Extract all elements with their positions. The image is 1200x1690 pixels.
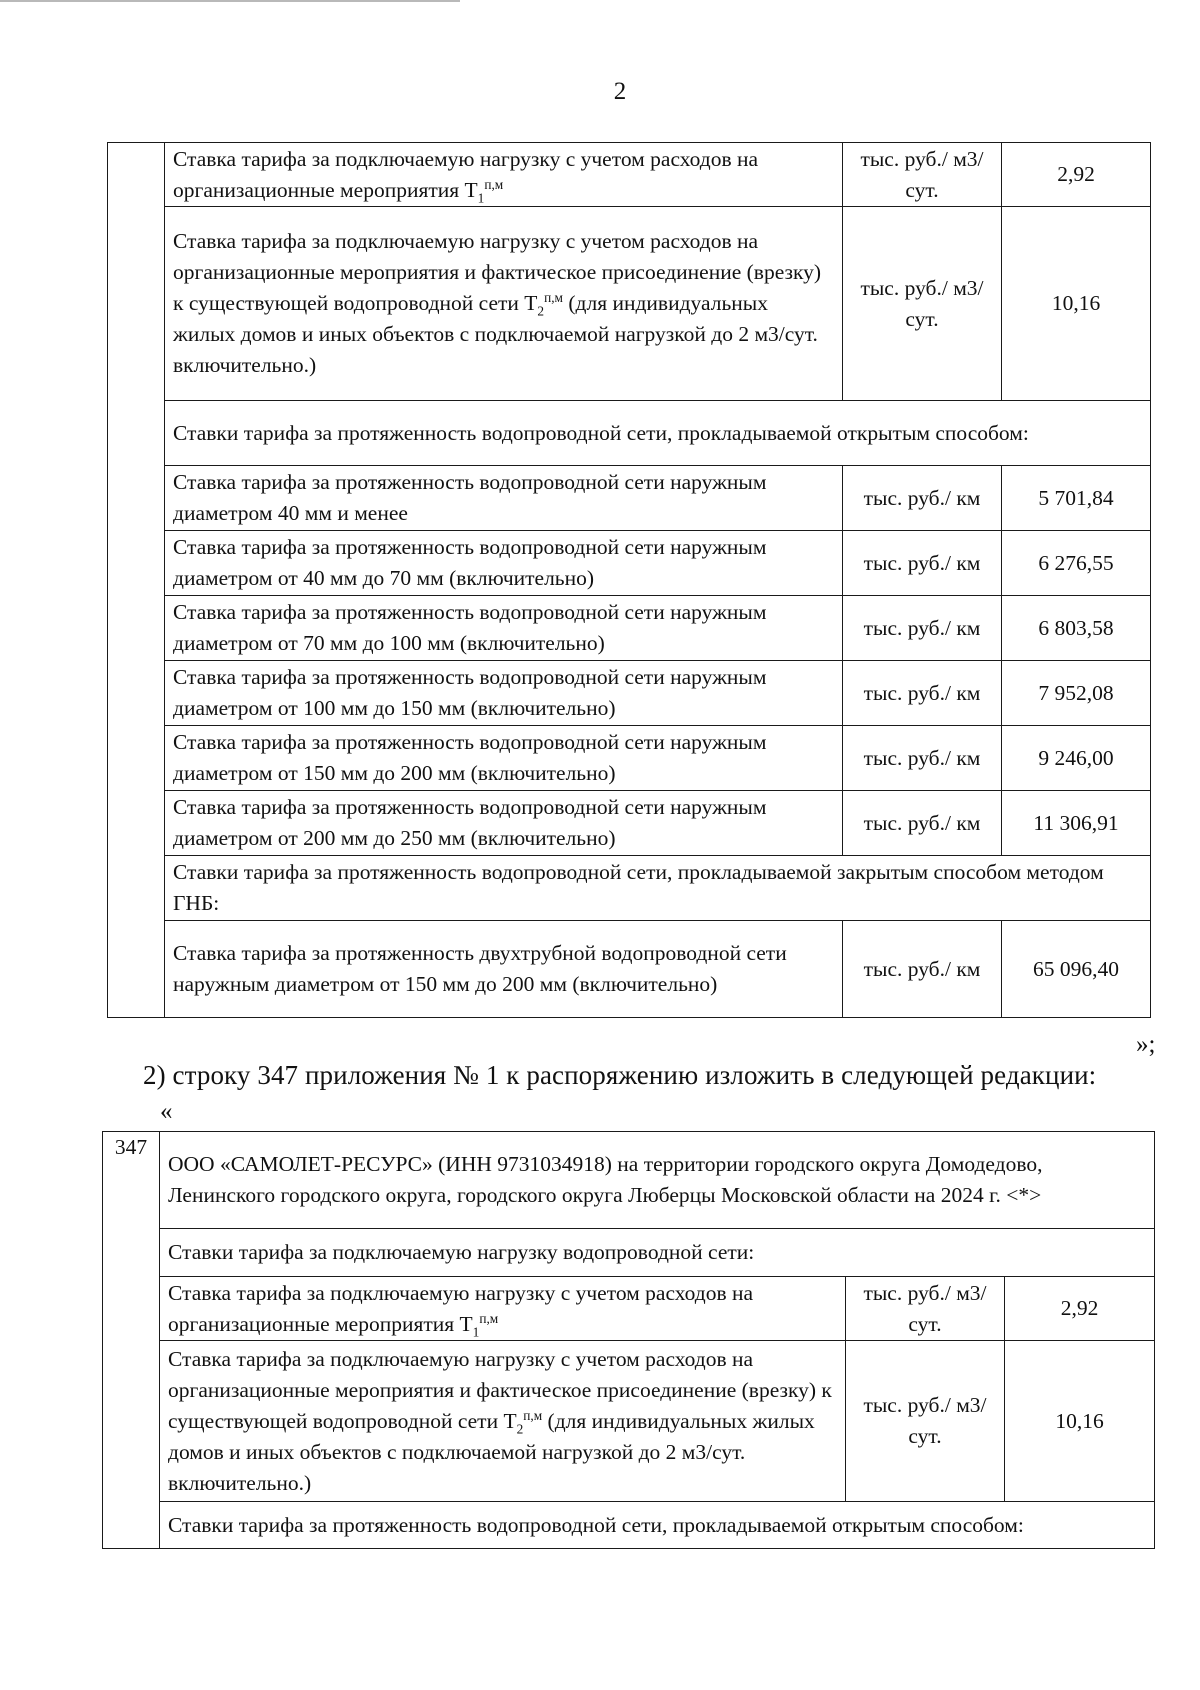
rate-unit: тыс. руб./ км xyxy=(843,661,1002,726)
organization-header: ООО «САМОЛЕТ-РЕСУРС» (ИНН 9731034918) на территории городского округа Домодедово, Ленинского городского округа, городского округа Люберцы Московской области на 2024 г. <*> xyxy=(160,1132,1155,1229)
rate-description: Ставка тарифа за протяженность водопроводной сети наружным диаметром от 150 мм до 200 мм (включительно) xyxy=(165,726,843,791)
rate-value: 5 701,84 xyxy=(1002,466,1151,531)
rate-value: 9 246,00 xyxy=(1002,726,1151,791)
section-heading: Ставки тарифа за протяженность водопроводной сети, прокладываемой открытым способом: xyxy=(160,1502,1155,1549)
rate-description: Ставка тарифа за протяженность водопроводной сети наружным диаметром от 40 мм до 70 мм (включительно) xyxy=(165,531,843,596)
rate-description: Ставка тарифа за протяженность двухтрубной водопроводной сети наружным диаметром от 150 мм до 200 мм (включительно) xyxy=(165,921,843,1018)
rate-description: Ставка тарифа за подключаемую нагрузку с учетом расходов на организационные мероприятия и фактическое присоединение (врезку) к существующей водопроводной сети $T_2^{п,м}$ (для индивидуальных жилых домов и иных объектов с подключаемой нагрузкой до 2 м3/сут. включительно.) xyxy=(165,207,843,401)
table-row xyxy=(108,466,1151,531)
section-row xyxy=(108,856,1151,921)
tariff-table-continued xyxy=(107,142,1151,1018)
rate-unit: тыс. руб./ м3/сут. xyxy=(846,1277,1005,1341)
rate-value: 6 276,55 xyxy=(1002,531,1151,596)
table-row xyxy=(108,531,1151,596)
row-number-cell xyxy=(108,143,165,1018)
table-row xyxy=(108,791,1151,856)
rate-description: Ставка тарифа за протяженность водопроводной сети наружным диаметром от 200 мм до 250 мм (включительно) xyxy=(165,791,843,856)
rate-value: 2,92 xyxy=(1005,1277,1155,1341)
rate-value: 2,92 xyxy=(1002,143,1151,207)
rate-unit: тыс. руб./ км xyxy=(843,531,1002,596)
rate-description: Ставка тарифа за подключаемую нагрузку с учетом расходов на организационные мероприятия $T_1^{п,м}$ xyxy=(165,143,843,207)
rate-value: 10,16 xyxy=(1002,207,1151,401)
rate-unit: тыс. руб./ км xyxy=(843,921,1002,1018)
rate-value: 65 096,40 xyxy=(1002,921,1151,1018)
amendment-instruction: 2) строку 347 приложения № 1 к распоряжению изложить в следующей редакции: xyxy=(143,1060,1097,1090)
table-row xyxy=(108,207,1151,401)
rate-unit: тыс. руб./ км xyxy=(843,791,1002,856)
rate-description: Ставка тарифа за протяженность водопроводной сети наружным диаметром от 100 мм до 150 мм (включительно) xyxy=(165,661,843,726)
table-row xyxy=(103,1132,1155,1229)
rate-unit: тыс. руб./ км xyxy=(843,596,1002,661)
rate-value: 7 952,08 xyxy=(1002,661,1151,726)
row-number: 347 xyxy=(103,1132,160,1549)
rate-description: Ставка тарифа за протяженность водопроводной сети наружным диаметром 40 мм и менее xyxy=(165,466,843,531)
table-row xyxy=(108,596,1151,661)
rate-unit: тыс. руб./ м3/сут. xyxy=(846,1341,1005,1502)
rate-description: Ставка тарифа за протяженность водопроводной сети наружным диаметром от 70 мм до 100 мм (включительно) xyxy=(165,596,843,661)
section-row xyxy=(108,401,1151,466)
rate-description: Ставка тарифа за подключаемую нагрузку с учетом расходов на организационные мероприятия $T_1^{п,м}$ xyxy=(160,1277,846,1341)
section-row xyxy=(103,1502,1155,1549)
section-row xyxy=(103,1229,1155,1277)
rate-unit: тыс. руб./ км xyxy=(843,726,1002,791)
rate-value: 6 803,58 xyxy=(1002,596,1151,661)
tariff-table-row-347 xyxy=(102,1131,1155,1549)
rate-description: Ставка тарифа за подключаемую нагрузку с учетом расходов на организационные мероприятия и фактическое присоединение (врезку) к существующей водопроводной сети $T_2^{п,м}$ (для индивидуальных жилых домов и иных объектов с подключаемой нагрузкой до 2 м3/сут. включительно.) xyxy=(160,1341,846,1502)
table-row xyxy=(108,661,1151,726)
rate-unit: тыс. руб./ м3/сут. xyxy=(843,143,1002,207)
section-heading: Ставки тарифа за протяженность водопроводной сети, прокладываемой закрытым способом методом ГНБ: xyxy=(165,856,1151,921)
rate-unit: тыс. руб./ км xyxy=(843,466,1002,531)
closing-quote: »; xyxy=(1136,1031,1156,1058)
table-row xyxy=(103,1341,1155,1502)
table-row xyxy=(103,1277,1155,1341)
page-number: 2 xyxy=(613,78,627,105)
opening-quote: « xyxy=(160,1098,173,1125)
rate-value: 10,16 xyxy=(1005,1341,1155,1502)
table-row xyxy=(108,921,1151,1018)
section-heading: Ставки тарифа за протяженность водопроводной сети, прокладываемой открытым способом: xyxy=(165,401,1151,466)
section-heading: Ставки тарифа за подключаемую нагрузку водопроводной сети: xyxy=(160,1229,1155,1277)
rate-unit: тыс. руб./ м3/сут. xyxy=(843,207,1002,401)
table-row xyxy=(108,143,1151,207)
table-row xyxy=(108,726,1151,791)
rate-value: 11 306,91 xyxy=(1002,791,1151,856)
top-edge-rule xyxy=(0,0,460,2)
